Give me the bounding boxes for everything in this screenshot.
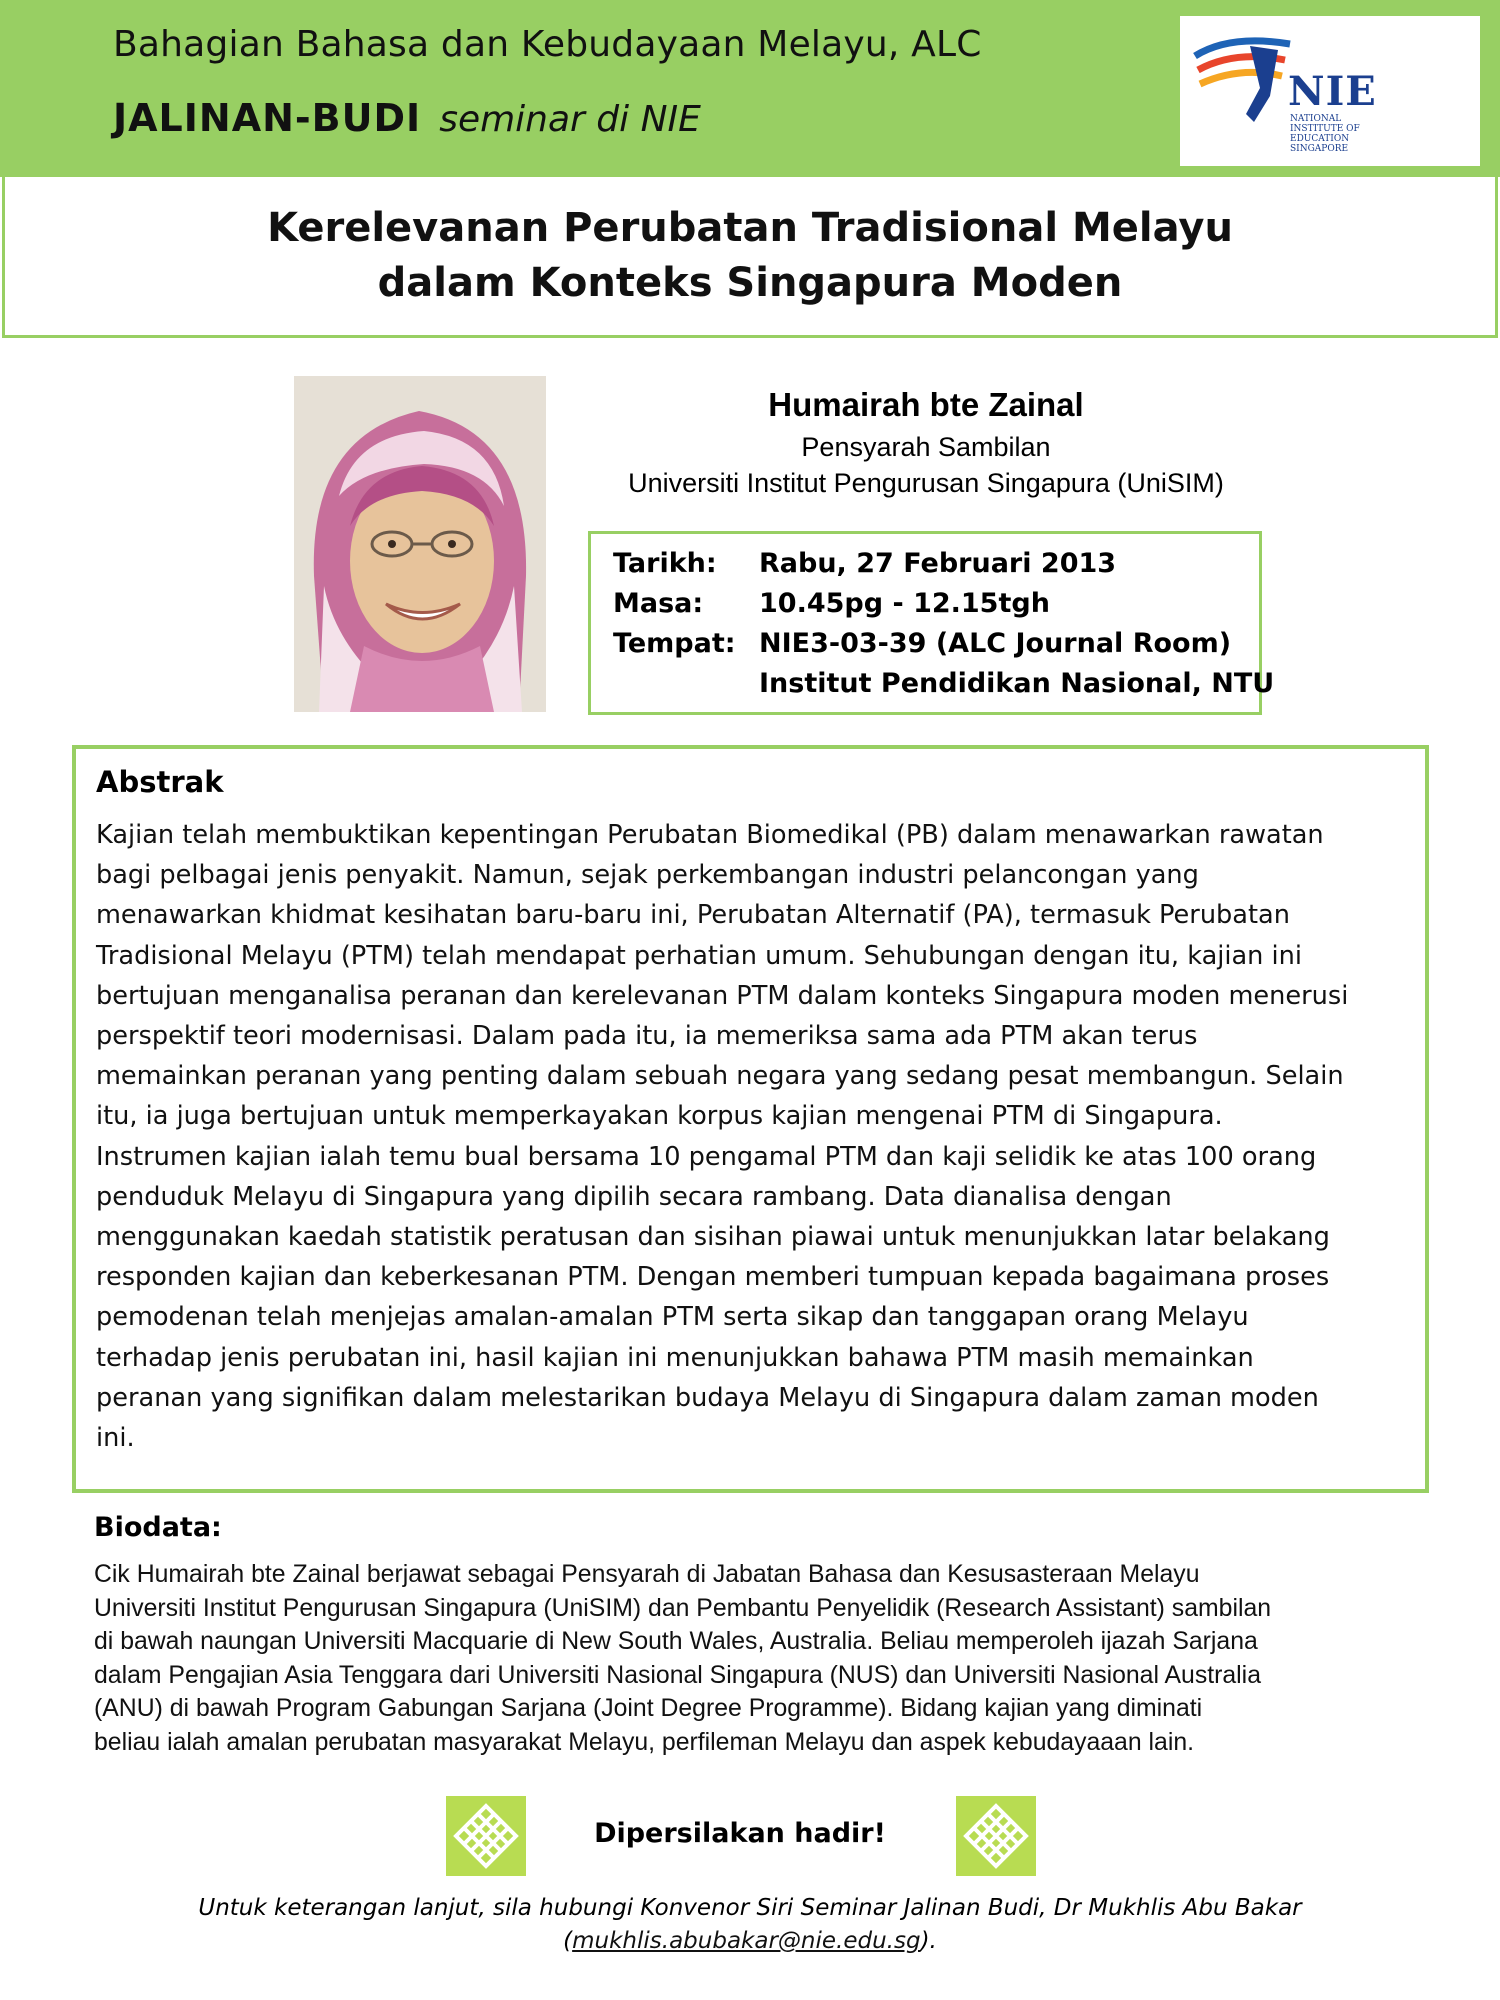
department-name: Bahagian Bahasa dan Kebudayaan Melayu, ALC — [113, 24, 982, 65]
abstract-box — [72, 745, 1429, 1493]
nie-logo — [1180, 16, 1480, 166]
abstract-text — [96, 815, 1408, 1458]
biodata-line: Cik Humairah bte Zainal berjawat sebagai Pensyarah di Jabatan Bahasa dan Kesusasteraan Melayu — [94, 1561, 1200, 1588]
abstract-line: Instrumen kajian ialah temu bual bersama 10 pengamal PTM dan kaji selidik ke atas 100 orang — [96, 1141, 1317, 1172]
time-label: Masa: — [613, 588, 704, 619]
welcome-text: Dipersilakan hadir! — [594, 1818, 886, 1849]
biodata-line: (ANU) di bawah Program Gabungan Sarjana (Joint Degree Programme). Bidang kajian yang diminati — [94, 1695, 1203, 1722]
abstract-line: penduduk Melayu di Singapura yang dipilih secara rambang. Data dianalisa dengan — [96, 1181, 1172, 1212]
contact-email-line — [0, 1925, 1500, 1958]
speaker-organization: Universiti Institut Pengurusan Singapura (UniSIM) — [628, 468, 1224, 498]
biodata-line: di bawah naungan Universiti Macquarie di New South Wales, Australia. Beliau memperoleh ijazah Sarjana — [94, 1628, 1258, 1655]
venue-label: Tempat: — [613, 628, 736, 659]
series-name: JALINAN-BUDI — [113, 96, 422, 140]
venue-row-2 — [613, 668, 1274, 699]
date-row — [613, 548, 1116, 579]
biodata-line: Universiti Institut Pengurusan Singapura (UniSIM) dan Pembantu Penyelidik (Research Assistant) sambilan — [94, 1594, 1272, 1622]
logo-subtext — [1290, 114, 1370, 154]
series-title — [113, 96, 701, 140]
seminar-title-line-2: dalam Konteks Singapura Moden — [377, 260, 1123, 306]
time-row — [613, 588, 1050, 619]
abstract-line: menggunakan kaedah statistik peratusan dan sisihan piawai untuk menunjukkan latar belakang — [96, 1222, 1330, 1253]
seminar-title-line-1: Kerelevanan Perubatan Tradisional Melayu — [267, 205, 1233, 251]
abstract-line: bertujuan menganalisa peranan dan kerelevanan PTM dalam konteks Singapura moden menerusi — [96, 980, 1349, 1011]
knot-ornament-left — [446, 1796, 526, 1876]
logo-acronym: NIE — [1288, 68, 1377, 115]
abstract-line: pemodenan telah menjejas amalan-amalan PTM serta sikap dan tanggapan orang Melayu — [96, 1302, 1249, 1333]
seminar-title-box — [2, 177, 1498, 338]
abstract-line: menawarkan khidmat kesihatan baru-baru ini, Perubatan Alternatif (PA), termasuk Perubatan — [96, 900, 1290, 931]
abstract-line: itu, ia juga bertujuan untuk memperkayakan korpus kajian mengenai PTM di Singapura. — [96, 1101, 1223, 1132]
venue-value: NIE3-03-39 (ALC Journal Room) — [759, 628, 1232, 659]
knot-ornament-right — [956, 1796, 1036, 1876]
open-paren: ( — [563, 1928, 573, 1954]
abstract-line: responden kajian dan keberkesanan PTM. Dengan memberi tumpuan kepada bagaimana proses — [96, 1262, 1330, 1293]
logo-line: INSTITUTE OF — [1290, 124, 1360, 134]
header-banner — [0, 0, 1500, 177]
biodata-heading: Biodata: — [94, 1512, 222, 1543]
nie-logo-icon — [1190, 26, 1300, 126]
abstract-line: terhadap jenis perubatan ini, hasil kajian ini menunjukkan bahawa PTM masih memainkan — [96, 1342, 1254, 1373]
series-subtitle: seminar di NIE — [439, 99, 701, 140]
contact-line: Untuk keterangan lanjut, sila hubungi Konvenor Siri Seminar Jalinan Budi, Dr Mukhlis Abu Bakar — [198, 1895, 1302, 1921]
logo-line: EDUCATION — [1290, 134, 1350, 144]
logo-line: NATIONAL — [1290, 114, 1342, 124]
speaker-photo-illustration — [294, 376, 546, 712]
biodata-text — [94, 1558, 1424, 1759]
abstract-line: Kajian telah membuktikan kepentingan Perubatan Biomedikal (PB) dalam menawarkan rawatan — [96, 820, 1324, 850]
abstract-heading: Abstrak — [96, 765, 224, 799]
venue-value-2: Institut Pendidikan Nasional, NTU — [759, 668, 1275, 699]
knot-ornament-icon — [446, 1796, 526, 1876]
abstract-line: memainkan peranan yang penting dalam sebuah negara yang sedang pesat membangun. Selain — [96, 1061, 1344, 1092]
event-details-box — [588, 531, 1275, 715]
abstract-line: Tradisional Melayu (PTM) telah mendapat perhatian umum. Sehubungan dengan itu, kajian ini — [96, 940, 1302, 971]
abstract-line: ini. — [96, 1423, 135, 1454]
speaker-name: Humairah bte Zainal — [768, 386, 1084, 423]
abstract-line: perspektif teori modernisasi. Dalam pada itu, ia memeriksa sama ada PTM akan terus — [96, 1021, 1198, 1052]
speaker-role: Pensyarah Sambilan — [801, 432, 1051, 462]
date-value: Rabu, 27 Februari 2013 — [759, 548, 1117, 579]
date-label: Tarikh: — [613, 548, 717, 579]
time-value: 10.45pg - 12.15tgh — [759, 588, 1050, 619]
abstract-line: peranan yang signifikan dalam melestarikan budaya Melayu di Singapura dalam zaman moden — [96, 1382, 1319, 1413]
biodata-line: beliau ialah amalan perubatan masyarakat Melayu, perfileman Melayu dan aspek kebudayaaan lain. — [94, 1728, 1195, 1756]
contact-note — [0, 1892, 1500, 1958]
venue-row — [613, 628, 1231, 659]
knot-ornament-icon — [956, 1796, 1036, 1876]
close-paren: ). — [920, 1928, 937, 1954]
biodata-line: dalam Pengajian Asia Tenggara dari Universiti Nasional Singapura (NUS) dan Universiti Nasional Australia — [94, 1661, 1261, 1689]
abstract-line: bagi pelbagai jenis penyakit. Namun, sejak perkembangan industri pelancongan yang — [96, 860, 1199, 891]
contact-email-link[interactable]: mukhlis.abubakar@nie.edu.sg — [572, 1928, 921, 1954]
logo-line: SINGAPORE — [1290, 144, 1349, 154]
speaker-photo — [294, 376, 546, 712]
